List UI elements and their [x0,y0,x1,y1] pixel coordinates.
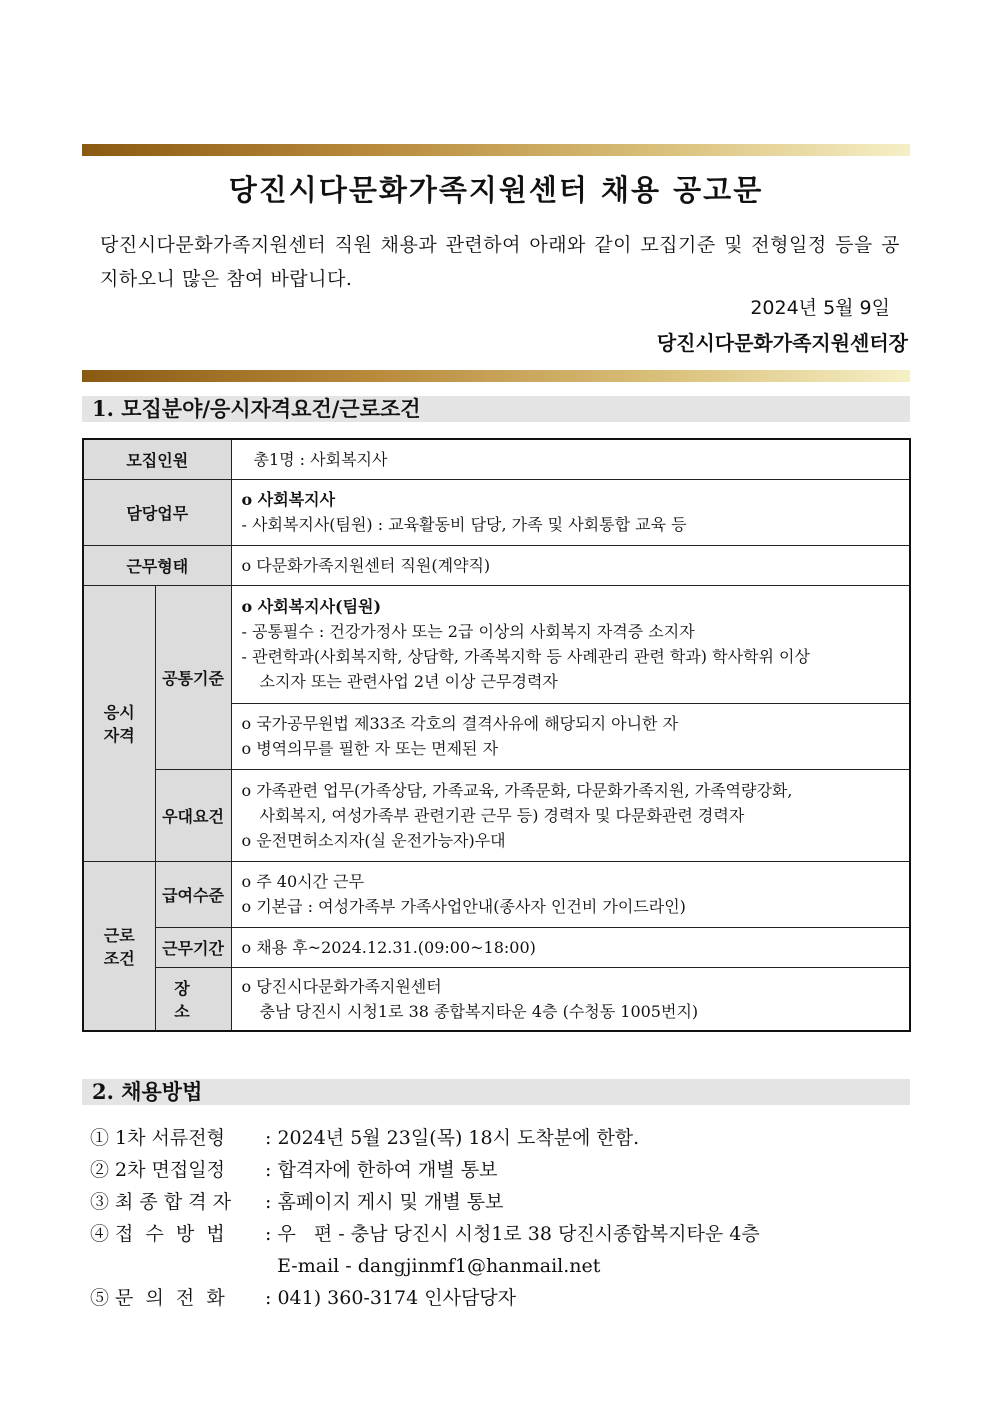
table-row [83,439,910,479]
method-label: ① 1차 서류전형 [90,1127,225,1149]
work-label-line2: 조건 [103,948,135,968]
qual-label-line1: 응시 [103,703,135,722]
table-row [83,769,910,861]
common-criteria-label: 공통기준 [155,585,231,769]
salary-label: 급여수준 [155,861,231,927]
common-title: o 사회복지사(팀원) [241,597,382,616]
pref-line-2: 사회복지, 여성가족부 관련기관 근무 등) 경력자 및 다문화관련 경력자 [259,805,745,825]
common-extra-cell [231,703,910,769]
pref-line-3: o 운전면허소지자(실 운전가능자)우대 [241,830,506,850]
common-line-3: 소지자 또는 관련사업 2년 이상 근무경력자 [259,672,558,691]
method-label: ③ 최 종 합 격 자 [90,1191,231,1213]
intro-paragraph: 당진시다문화가족지원센터 직원 채용과 관련하여 아래와 같이 모집기준 및 전형일정 등을 공지하오니 많은 참여 바랍니다. [100,234,900,290]
duty-title: o 사회복지사 [241,490,336,509]
method-value: : 우 편 - 충남 당진시 시청1로 38 당진시종합복지타운 4층 [265,1223,760,1245]
place-label: 장 소 [155,967,231,1031]
common-line-2: - 관련학과(사회복지학, 상담학, 가족복지학 등 사례관리 관련 학과) 학사학위 이상 [241,647,810,666]
qual-label-line2: 자격 [103,726,135,745]
worktype-value: o 다문화가족지원센터 직원(계약직) [231,545,910,585]
recruitment-table [82,438,911,1032]
list-item [90,1218,760,1250]
table-row [83,927,910,967]
notice-signer: 당진시다문화가족지원센터장 [656,331,908,355]
recruit-value: 총1명 : 사회복지사 [231,439,910,479]
section-1-heading: 1. 모집분야/응시자격요건/근로조건 [82,396,910,422]
preference-label: 우대요건 [155,769,231,861]
period-value: o 채용 후~2024.12.31.(09:00~18:00) [231,927,910,967]
common-line-4: o 국가공무원법 제33조 각호의 결격사유에 해당되지 아니한 자 [241,714,679,733]
common-line-5: o 병역의무를 필한 자 또는 면제된 자 [241,739,499,758]
method-value: : 041) 360-3174 인사담당자 [265,1287,517,1309]
notice-date: 2024년 5월 9일 [750,297,890,319]
salary-cell [231,861,910,927]
list-item [90,1154,760,1186]
table-row [83,967,910,1031]
table-row [83,861,910,927]
common-criteria-cell [231,585,910,703]
qualification-label [83,585,155,861]
list-item [90,1250,760,1282]
method-value: : 2024년 5월 23일(목) 18시 도착분에 한함. [265,1127,640,1149]
work-label-line1: 근로 [103,925,135,945]
recruit-label: 모집인원 [83,439,231,479]
method-value: : 홈페이지 게시 및 개별 통보 [265,1191,504,1213]
pref-line-1: o 가족관련 업무(가족상담, 가족교육, 가족문화, 다문화가족지원, 가족역량강화, [241,780,793,800]
list-item [90,1186,760,1218]
place-cell [231,967,910,1031]
table-row [83,545,910,585]
preference-cell [231,769,910,861]
method-label: ② 2차 면접일정 [90,1159,225,1181]
list-item [90,1282,760,1314]
method-label [90,1250,265,1282]
duty-cell [231,479,910,545]
page-title: 당진시다문화가족지원센터 채용 공고문 [228,173,764,207]
place-line-2: 충남 당진시 시청1로 38 종합복지타운 4층 (수청동 1005번지) [259,1001,699,1021]
method-label: ⑤ 문 의 전 화 [90,1287,225,1309]
method-email[interactable]: E-mail - dangjinmf1@hanmail.net [265,1255,601,1277]
common-line-1: - 공통필수 : 건강가정사 또는 2급 이상의 사회복지 자격증 소지자 [241,622,695,641]
bottom-gold-bar [82,370,910,382]
worktype-label: 근무형태 [83,545,231,585]
salary-line-1: o 주 40시간 근무 [241,872,365,891]
hiring-method-list [90,1122,760,1314]
table-row [83,585,910,703]
method-value: : 합격자에 한하여 개별 통보 [265,1159,498,1181]
section-2-heading: 2. 채용방법 [82,1079,910,1105]
duty-desc: - 사회복지사(팀원) : 교육활동비 담당, 가족 및 사회통합 교육 등 [241,515,687,534]
period-label: 근무기간 [155,927,231,967]
top-gold-bar [82,144,910,156]
list-item [90,1122,760,1154]
duty-label: 담당업무 [83,479,231,545]
work-conditions-label [83,861,155,1031]
method-label: ④ 접 수 방 법 [90,1223,225,1245]
salary-line-2: o 기본급 : 여성가족부 가족사업안내(종사자 인건비 가이드라인) [241,897,686,916]
place-line-1: o 당진시다문화가족지원센터 [241,976,442,996]
table-row [83,479,910,545]
